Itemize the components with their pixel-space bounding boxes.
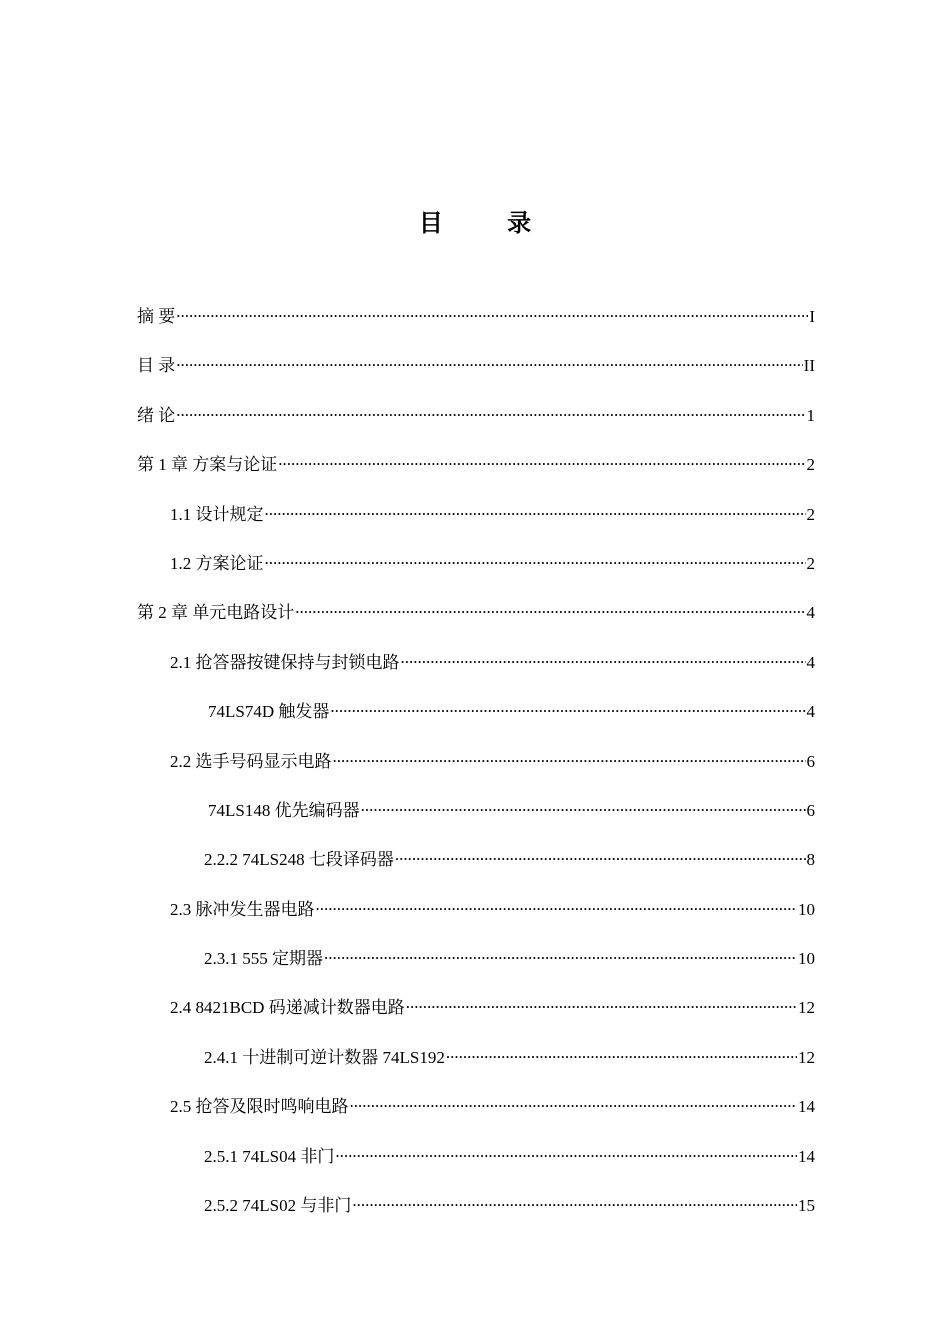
toc-entry[interactable] [137, 796, 815, 845]
toc-entry-page: 2 [806, 455, 815, 475]
toc-leader-dots [316, 895, 798, 915]
toc-entry[interactable] [137, 351, 815, 400]
toc-leader-dots [401, 648, 806, 668]
toc-entry-label: 目 录 [137, 356, 176, 376]
toc-entry-page: 15 [798, 1196, 815, 1216]
toc-entry[interactable] [137, 944, 815, 993]
toc-entry-label: 2.5.1 74LS04 非门 [204, 1146, 335, 1166]
toc-entry-label: 1.1 设计规定 [170, 504, 264, 524]
toc-entry[interactable] [137, 895, 815, 944]
toc-entry-page: 2 [806, 504, 815, 524]
toc-entry-label: 绪 论 [137, 405, 176, 425]
toc-entry[interactable] [137, 401, 815, 450]
toc-entry-label: 2.4 8421BCD 码递减计数器电路 [170, 998, 405, 1018]
toc-entry[interactable] [137, 549, 815, 598]
toc-entry-label: 74LS74D 触发器 [208, 702, 330, 722]
toc-leader-dots [361, 796, 806, 816]
toc-entry[interactable] [137, 1092, 815, 1141]
toc-entry-label: 第 2 章 单元电路设计 [137, 603, 295, 623]
toc-entry-label: 2.4.1 十进制可逆计数器 74LS192 [204, 1047, 445, 1067]
toc-entry-label: 2.3.1 555 定期器 [204, 949, 323, 969]
toc-entry-label: 1.2 方案论证 [170, 553, 264, 573]
toc-entry-label: 2.1 抢答器按键保持与封锁电路 [170, 652, 400, 672]
toc-leader-dots [406, 993, 797, 1013]
toc-leader-dots [265, 500, 806, 520]
toc-entry-page: I [809, 307, 815, 326]
toc-entry[interactable] [137, 302, 815, 351]
toc-leader-dots [352, 1191, 797, 1211]
toc-entry-page: 2 [806, 553, 815, 573]
toc-entry[interactable] [137, 993, 815, 1042]
toc-entry-label: 2.2 选手号码显示电路 [170, 751, 332, 771]
toc-leader-dots [324, 944, 797, 964]
page-title: 目 录 [418, 208, 560, 237]
toc-entry-page: 4 [806, 652, 815, 672]
toc-leader-dots [350, 1092, 798, 1112]
toc-entry-label: 2.5.2 74LS02 与非门 [204, 1196, 352, 1216]
toc-leader-dots [278, 450, 805, 470]
toc-entry-page: 14 [798, 1146, 815, 1166]
toc-entry-page: 12 [798, 1047, 815, 1067]
toc-entry[interactable] [137, 1142, 815, 1191]
toc-entry-page: 8 [806, 850, 815, 870]
toc-leader-dots [330, 697, 805, 717]
toc-leader-dots [333, 747, 806, 767]
toc-leader-dots [176, 351, 802, 371]
toc-entry-page: 12 [798, 998, 815, 1018]
toc-entry[interactable] [137, 845, 815, 894]
toc-entry-label: 2.5 抢答及限时鸣响电路 [170, 1097, 349, 1117]
toc-leader-dots [176, 302, 808, 322]
toc-leader-dots [335, 1142, 797, 1162]
toc-entry-page: 10 [798, 899, 815, 919]
toc-leader-dots [295, 598, 805, 618]
toc-entry-page: 4 [806, 603, 815, 623]
toc-entry[interactable] [137, 500, 815, 549]
toc-entry[interactable] [137, 1191, 815, 1240]
toc-entry[interactable] [137, 747, 815, 796]
toc-entry[interactable] [137, 648, 815, 697]
toc-entry-label: 74LS148 优先编码器 [208, 800, 360, 820]
toc-entry[interactable] [137, 450, 815, 499]
toc-entry-page: 10 [798, 949, 815, 969]
toc-entry-label: 2.3 脉冲发生器电路 [170, 899, 315, 919]
toc-entry-label: 第 1 章 方案与论证 [137, 455, 278, 475]
toc-leader-dots [265, 549, 806, 569]
toc-entry[interactable] [137, 697, 815, 746]
toc-leader-dots [446, 1043, 797, 1063]
toc-entry-page: 14 [798, 1097, 815, 1117]
toc-entry[interactable] [137, 1043, 815, 1092]
toc-entry-label: 摘 要 [137, 307, 176, 326]
toc-entry[interactable] [137, 598, 815, 647]
toc-entry-page: 6 [806, 751, 815, 771]
toc-entry-page: 1 [806, 405, 815, 425]
table-of-contents [137, 302, 815, 1240]
toc-entry-page: 4 [806, 702, 815, 722]
toc-entry-label: 2.2.2 74LS248 七段译码器 [204, 850, 394, 870]
toc-leader-dots [395, 845, 806, 865]
toc-entry-page: II [803, 356, 815, 376]
toc-entry-page: 6 [806, 800, 815, 820]
toc-leader-dots [176, 401, 805, 421]
